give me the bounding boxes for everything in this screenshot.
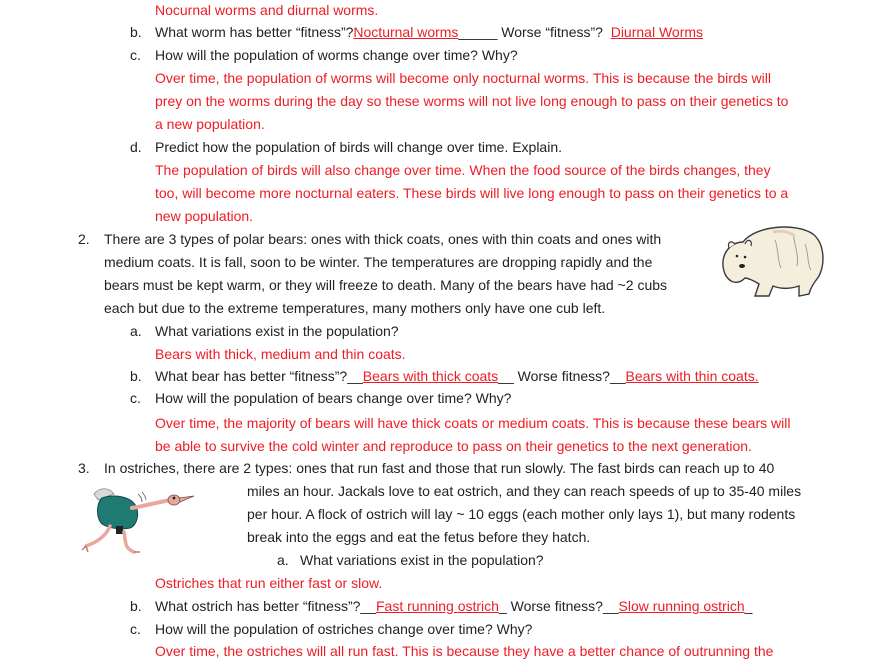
q2-b-mid: __ Worse fitness?__ xyxy=(498,368,626,384)
ostrich-image xyxy=(80,484,200,556)
q1-d-answer-line: new population. xyxy=(155,208,254,224)
q3-text-line: miles an hour. Jackals love to eat ostrich, and they can reach speeds of up to 35-40 miles xyxy=(247,483,802,499)
q3-text-line: break into the eggs and eat the fetus before they hatch. xyxy=(247,529,591,545)
q3-b-marker: b. xyxy=(130,598,142,614)
q1-c-answer-line: Over time, the population of worms will become only nocturnal worms. This is because the birds will xyxy=(155,70,771,86)
q2-text-line: medium coats. It is fall, soon to be winter. The temperatures are dropping rapidly and the xyxy=(104,254,653,270)
q1-d-marker: d. xyxy=(130,139,142,155)
q2-c-prompt: How will the population of bears change over time? Why? xyxy=(155,390,512,406)
q3-a-answer: Ostriches that run either fast or slow. xyxy=(155,575,383,591)
q1-b-line xyxy=(155,22,703,42)
q2-b-marker: b. xyxy=(130,368,142,384)
q3-b-better-answer: Fast running ostrich xyxy=(376,598,499,614)
q1-c-marker: c. xyxy=(130,47,141,63)
q1-b-marker: b. xyxy=(130,24,142,40)
q3-a-marker: a. xyxy=(277,552,289,568)
q2-c-marker: c. xyxy=(130,390,141,406)
q2-a-prompt: What variations exist in the population? xyxy=(155,323,399,339)
q1-b-worse-answer: Diurnal Worms xyxy=(610,24,704,40)
q1-b-worse-prompt: Worse “fitness”? xyxy=(497,24,611,40)
q3-a-prompt: What variations exist in the population? xyxy=(300,552,544,568)
q1-d-prompt: Predict how the population of birds will change over time. Explain. xyxy=(155,139,562,155)
q2-text-line: bears must be kept warm, or they will freeze to death. Many of the bears have had ~2 cubs xyxy=(104,277,668,293)
q1-b-better-answer: Nocturnal worms xyxy=(353,24,459,40)
q1-b-prompt: What worm has better “fitness”? xyxy=(155,24,354,40)
q3-c-marker: c. xyxy=(130,621,141,637)
q1-c-answer-line: a new population. xyxy=(155,116,265,132)
q2-text-line: There are 3 types of polar bears: ones with thick coats, ones with thin coats and ones with xyxy=(104,231,662,247)
q3-b-line xyxy=(155,596,752,616)
q2-a-answer: Bears with thick, medium and thin coats. xyxy=(155,346,406,362)
q1-c-prompt: How will the population of worms change over time? Why? xyxy=(155,47,518,63)
q3-c-prompt: How will the population of ostriches change over time? Why? xyxy=(155,621,533,637)
q1-d-answer-line: too, will become more nocturnal eaters. These birds will live long enough to pass on their genetics to a xyxy=(155,185,789,201)
q2-text-line: each but due to the extreme temperatures, many mothers only have one cub left. xyxy=(104,300,606,316)
q3-b-prompt: What ostrich has better “fitness”?__ xyxy=(155,598,376,614)
q3-b-worse-answer: Slow running ostrich xyxy=(618,598,745,614)
q2-c-answer-line: Over time, the majority of bears will have thick coats or medium coats. This is because these bears will xyxy=(155,415,791,431)
polar-bear-icon xyxy=(715,220,827,304)
q3-number: 3. xyxy=(78,460,90,476)
polar-bear-image xyxy=(715,220,827,304)
q3-c-answer-line: Over time, the ostriches will all run fast. This is because they have a better chance of outrunning the xyxy=(155,643,774,659)
q2-b-prompt: What bear has better “fitness”?__ xyxy=(155,368,363,384)
q2-number: 2. xyxy=(78,231,90,247)
q3-b-tail: _ xyxy=(744,598,753,614)
running-ostrich-icon xyxy=(80,484,200,556)
q3-text-line: per hour. A flock of ostrich will lay ~ 10 eggs (each mother only lays 1), but many rodents xyxy=(247,506,796,522)
q1-b-blank: _____ xyxy=(458,24,498,40)
q1-c-answer-line: prey on the worms during the day so these worms will not live long enough to pass on their genetics to xyxy=(155,93,789,109)
q2-b-line xyxy=(155,366,759,386)
q1-a-answer: Nocurnal worms and diurnal worms. xyxy=(155,2,379,18)
q3-b-mid: _ Worse fitness?__ xyxy=(498,598,619,614)
q3-first-line: In ostriches, there are 2 types: ones that run fast and those that run slowly. The fast birds can reach up to 40 xyxy=(104,460,775,476)
q1-d-answer-line: The population of birds will also change over time. When the food source of the birds changes, they xyxy=(155,162,771,178)
q2-a-marker: a. xyxy=(130,323,142,339)
q2-b-better-answer: Bears with thick coats xyxy=(362,368,499,384)
q2-c-answer-line: be able to survive the cold winter and reproduce to pass on their genetics to the next generation. xyxy=(155,438,752,454)
q2-b-worse-answer: Bears with thin coats. xyxy=(625,368,759,384)
